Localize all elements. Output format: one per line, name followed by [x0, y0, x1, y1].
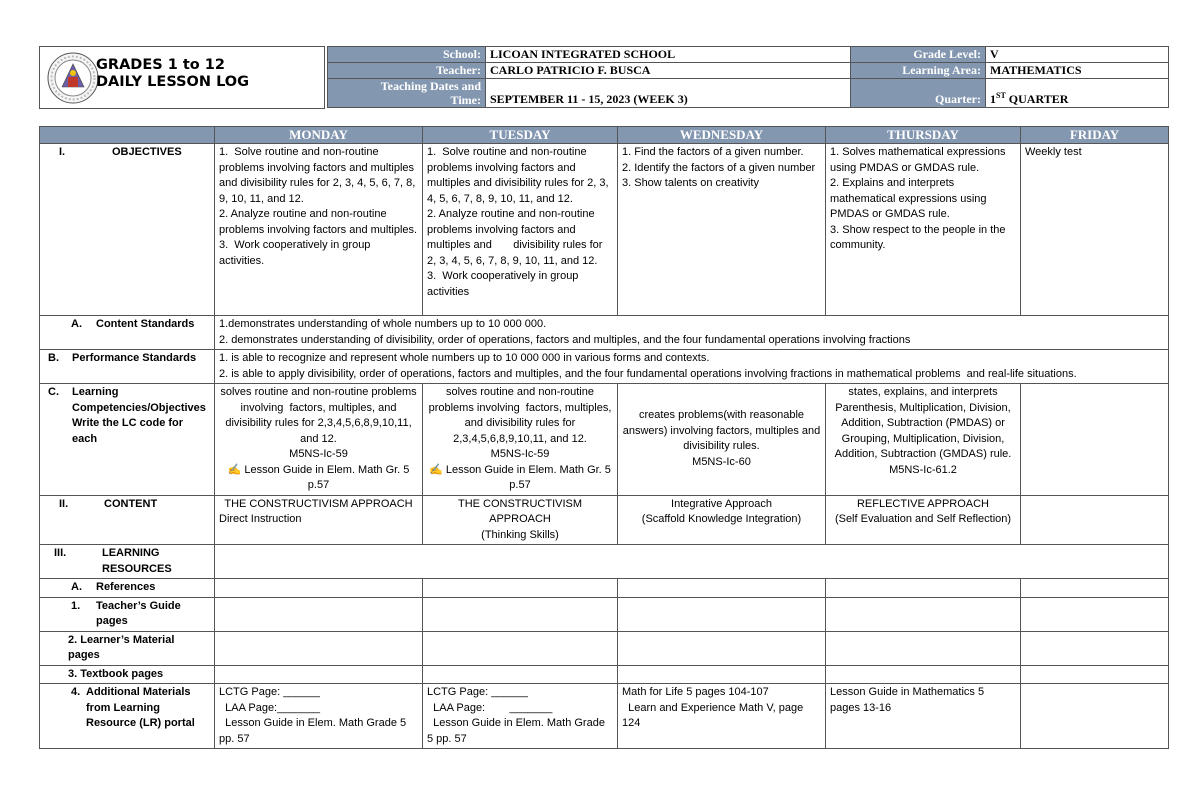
objectives-thursday-line-1: 1. Solves mathematical expressions using PMDAS or GMDAS rule. — [830, 146, 1009, 174]
quarter-value — [986, 79, 1169, 108]
additional-tuesday-line-2: LAA Page: _______ — [427, 701, 553, 714]
additional-materials-title-line-1: Additional Materials — [86, 686, 191, 698]
competencies-friday — [1021, 384, 1169, 496]
additional-materials-title-line-2: from Learning — [86, 701, 160, 714]
additional-tuesday-line-3: Lesson Guide in Elem. Math Grade 5 pp. 57 — [427, 717, 608, 745]
references-label — [40, 579, 215, 598]
teachers-guide-wednesday — [618, 597, 826, 631]
objectives-tuesday — [423, 144, 618, 316]
references-tuesday — [423, 579, 618, 598]
competencies-tuesday-line-2: M5NS-Ic-59 — [490, 448, 550, 460]
corner-cell — [40, 127, 215, 144]
learners-material-label-line-1: 2. Learner’s Material — [68, 633, 175, 646]
learners-material-monday — [215, 631, 423, 665]
objectives-label — [40, 144, 215, 316]
competencies-monday-line-2: M5NS-Ic-59 — [289, 448, 348, 460]
objectives-thursday-line-2: 2. Explains and interprets mathematical expressions using PMDAS or GMDAS rule. — [830, 177, 990, 220]
teaching-dates-label — [328, 79, 486, 108]
log-title — [96, 57, 249, 91]
objectives-tuesday-line-3: 3. Work cooperatively in group activities — [427, 270, 582, 298]
content-standards-text — [215, 316, 1169, 350]
additional-wednesday — [618, 684, 826, 749]
content-standards-title: Content Standards — [96, 318, 195, 330]
objectives-wednesday — [618, 144, 826, 316]
competencies-thursday-line-2: M5NS-Ic-61.2 — [889, 463, 957, 476]
additional-monday — [215, 684, 423, 749]
title-line-2: DAILY LESSON LOG — [96, 74, 250, 90]
additional-wednesday-line-2: Learn and Experience Math V, page 124 — [622, 701, 807, 729]
teachers-guide-num: 1. — [71, 599, 81, 612]
lesson-table — [39, 126, 1169, 749]
competencies-row — [40, 384, 1169, 496]
day-wednesday: WEDNESDAY — [618, 127, 826, 144]
competencies-monday-line-3: ✍ Lesson Guide in Elem. Math Gr. 5 p.57 — [227, 463, 413, 491]
content-wednesday-line-1: Integrative Approach — [671, 497, 772, 510]
teachers-guide-label — [40, 597, 215, 631]
objectives-title: OBJECTIVES — [112, 146, 182, 158]
performance-standards-text-line-2: 2. is able to apply divisibility, order of operations, factors and multiples, and the four fundamental operations involving fractions in mathematical problems and real-life situations. — [219, 367, 1077, 380]
learning-resources-row — [40, 545, 1169, 579]
performance-standards-label — [40, 350, 215, 384]
additional-materials-num: 4. — [71, 686, 81, 698]
additional-materials-row — [40, 684, 1169, 749]
teachers-guide-title-line-2: pages — [96, 615, 128, 627]
references-wednesday — [618, 579, 826, 598]
teachers-guide-tuesday — [423, 597, 618, 631]
performance-standards-title: Performance Standards — [72, 352, 197, 364]
textbook-monday — [215, 665, 423, 684]
learners-material-label-line-2: pages — [68, 649, 100, 661]
objectives-monday-line-1: 1. Solve routine and non-routine problems involving factors and multiples and divisibility rules for 2, 3, 4, 5, 6, 7, 8, 9, 10, 11, and 12. — [219, 146, 419, 205]
learning-resources-title-line-1: LEARNING — [102, 547, 160, 559]
objectives-tuesday-line-1: 1. Solve routine and non-routine problems involving factors and multiples and divisibility rules for 2, 3, 4, 5, 6, 7, 8, 9, 10, 11, and 12. — [427, 146, 612, 205]
performance-standards-text — [215, 350, 1169, 384]
competencies-num: C. — [48, 386, 59, 398]
performance-standards-text-line-1: 1. is able to recognize and represent whole numbers up to 10 000 000 in various forms and contexts. — [219, 352, 710, 364]
additional-materials-title — [86, 685, 195, 732]
quarter-label: Quarter: — [851, 79, 986, 108]
learners-material-row — [40, 631, 1169, 665]
references-friday — [1021, 579, 1169, 598]
teaching-dates-label-2: Time: — [450, 93, 481, 107]
textbook-label: 3. Textbook pages — [40, 665, 215, 684]
additional-materials-label — [40, 684, 215, 749]
competencies-monday-line-1: solves routine and non-routine problems involving factors, multiples, and divisibility rules for 2,3,4,5,6,8,9,10,11, and 12. — [220, 386, 420, 445]
learning-resources-title-line-2: RESOURCES — [102, 562, 172, 575]
learning-resources-label — [40, 545, 215, 579]
content-title: CONTENT — [104, 497, 158, 510]
teacher-label: Teacher: — [328, 63, 486, 79]
objectives-thursday — [826, 144, 1021, 316]
objectives-row — [40, 144, 1169, 316]
teaching-dates-value: SEPTEMBER 11 - 15, 2023 (WEEK 3) — [486, 79, 851, 108]
content-standards-row — [40, 316, 1169, 350]
objectives-wednesday-line-2: 2. Identify the factors of a given number — [622, 161, 816, 174]
teachers-guide-monday — [215, 597, 423, 631]
additional-wednesday-line-1: Math for Life 5 pages 104-107 — [622, 686, 769, 698]
school-value: LICOAN INTEGRATED SCHOOL — [486, 47, 851, 63]
additional-tuesday — [423, 684, 618, 749]
objectives-monday — [215, 144, 423, 316]
content-standards-num: A. — [71, 318, 82, 330]
content-thursday — [826, 495, 1021, 545]
learners-material-friday — [1021, 631, 1169, 665]
objectives-friday — [1021, 144, 1169, 316]
title-line-1: GRADES 1 to 12 — [96, 57, 225, 73]
content-standards-label — [40, 316, 215, 350]
day-monday: MONDAY — [215, 127, 423, 144]
header — [39, 46, 1168, 110]
competencies-wednesday-line-2: M5NS-Ic-60 — [692, 455, 751, 468]
objectives-monday-line-2: 2. Analyze routine and non-routine problems involving factors and multiples. — [219, 208, 418, 236]
textbook-row — [40, 665, 1169, 684]
additional-tuesday-line-1: LCTG Page: ______ — [427, 686, 528, 698]
competencies-tuesday-line-3: ✍ Lesson Guide in Elem. Math Gr. 5 p.57 — [429, 463, 614, 491]
day-header-row — [40, 127, 1169, 144]
brand-box — [39, 46, 325, 109]
textbook-wednesday — [618, 665, 826, 684]
content-label — [40, 495, 215, 545]
header-info-table — [327, 46, 1169, 108]
content-monday-approach: THE CONSTRUCTIVISM APPROACH — [224, 497, 413, 510]
content-monday — [215, 495, 423, 545]
objectives-monday-line-3: 3. Work cooperatively in group activities. — [219, 239, 374, 267]
learning-resources-num: III. — [54, 547, 67, 559]
textbook-tuesday — [423, 665, 618, 684]
additional-materials-title-line-3: Resource (LR) portal — [86, 717, 195, 729]
learners-material-label — [40, 631, 215, 665]
objectives-wednesday-line-3: 3. Show talents on creativity — [622, 177, 759, 189]
competencies-title — [72, 385, 206, 447]
competencies-title-line-1: Learning — [72, 386, 119, 398]
objectives-tuesday-line-2: 2. Analyze routine and non-routine problems involving factors and multiples and divisibility rules for 2, 3, 4, 5, 6, 7, 8, 9, 10, 11, and 12. — [427, 208, 606, 267]
teachers-guide-thursday — [826, 597, 1021, 631]
competencies-wednesday-line-1: creates problems(with reasonable answers) involving factors, multiples and divisibility rules. — [622, 409, 824, 453]
school-label: School: — [328, 47, 486, 63]
learning-resources-title — [102, 546, 172, 577]
teaching-dates-label-1: Teaching Dates and — [380, 79, 481, 93]
teachers-guide-title — [96, 599, 181, 630]
grade-level-value: V — [986, 47, 1169, 63]
deped-seal-icon — [46, 51, 100, 105]
competencies-tuesday-line-1: solves routine and non-routine problems involving factors, multiples, and divisibility rules for 2,3,4,5,6,8,9,10,11, and 12. — [428, 386, 615, 445]
quarter-sup: ST — [996, 91, 1006, 100]
day-thursday: THURSDAY — [826, 127, 1021, 144]
references-thursday — [826, 579, 1021, 598]
objectives-friday-line-1: Weekly test — [1025, 146, 1082, 158]
content-thursday-line-2: (Self Evaluation and Self Reflection) — [834, 513, 1012, 525]
content-tuesday-line-2: (Thinking Skills) — [481, 528, 559, 541]
additional-monday-line-1: LCTG Page: ______ — [219, 686, 320, 698]
content-standards-text-line-1: 1.demonstrates understanding of whole numbers up to 10 000 000. — [219, 318, 547, 330]
content-monday-method: Direct Instruction — [219, 513, 302, 525]
content-wednesday — [618, 495, 826, 545]
learners-material-thursday — [826, 631, 1021, 665]
competencies-thursday-line-1: states, explains, and interprets Parenthesis, Multiplication, Division, Addition, Subtraction (PMDAS) or Grouping, Multiplication, Division, Addition, Subtraction (GMDAS) rule. — [834, 386, 1014, 460]
learners-material-tuesday — [423, 631, 618, 665]
quarter-word: QUARTER — [1005, 92, 1069, 106]
competencies-thursday — [826, 384, 1021, 496]
additional-thursday-line-1: Lesson Guide in Mathematics 5 pages 13-16 — [830, 686, 988, 714]
performance-standards-num: B. — [48, 352, 59, 364]
competencies-title-line-2: Competencies/Objectives — [72, 401, 206, 414]
learning-area-value: MATHEMATICS — [986, 63, 1169, 79]
content-tuesday — [423, 495, 618, 545]
textbook-thursday — [826, 665, 1021, 684]
objectives-wednesday-line-1: 1. Find the factors of a given number. — [622, 146, 804, 158]
content-standards-text-line-2: 2. demonstrates understanding of divisibility, order of operations, factors and multiples, and the four fundamental operations involving fractions — [219, 333, 911, 346]
learners-material-wednesday — [618, 631, 826, 665]
textbook-friday — [1021, 665, 1169, 684]
content-tuesday-line-1: THE CONSTRUCTIVISM APPROACH — [457, 497, 585, 525]
additional-monday-line-3: Lesson Guide in Elem. Math Grade 5 pp. 57 — [219, 717, 410, 745]
competencies-title-line-4: each — [72, 432, 98, 445]
quarter-num: 1 — [990, 92, 996, 106]
teachers-guide-friday — [1021, 597, 1169, 631]
additional-thursday — [826, 684, 1021, 749]
additional-monday-line-2: LAA Page:_______ — [219, 701, 320, 714]
content-row — [40, 495, 1169, 545]
competencies-label — [40, 384, 215, 496]
day-friday: FRIDAY — [1021, 127, 1169, 144]
additional-friday — [1021, 684, 1169, 749]
learning-area-label: Learning Area: — [851, 63, 986, 79]
content-friday — [1021, 495, 1169, 545]
content-num: II. — [59, 497, 69, 510]
content-wednesday-line-2: (Scaffold Knowledge Integration) — [641, 513, 802, 525]
performance-standards-row — [40, 350, 1169, 384]
references-monday — [215, 579, 423, 598]
grade-level-label: Grade Level: — [851, 47, 986, 63]
references-title: References — [96, 581, 156, 593]
objectives-num: I. — [59, 146, 66, 158]
competencies-wednesday — [618, 384, 826, 496]
competencies-monday — [215, 384, 423, 496]
references-row — [40, 579, 1169, 598]
teachers-guide-title-line-1: Teacher’s Guide — [96, 599, 181, 612]
competencies-title-line-3: Write the LC code for — [72, 417, 184, 429]
teacher-value: CARLO PATRICIO F. BUSCA — [486, 63, 851, 79]
teachers-guide-row — [40, 597, 1169, 631]
objectives-thursday-line-3: 3. Show respect to the people in the community. — [830, 223, 1009, 251]
content-thursday-line-1: REFLECTIVE APPROACH — [856, 497, 990, 510]
competencies-tuesday — [423, 384, 618, 496]
day-tuesday: TUESDAY — [423, 127, 618, 144]
learning-resources-cell — [215, 545, 1169, 579]
references-num: A. — [71, 581, 82, 593]
